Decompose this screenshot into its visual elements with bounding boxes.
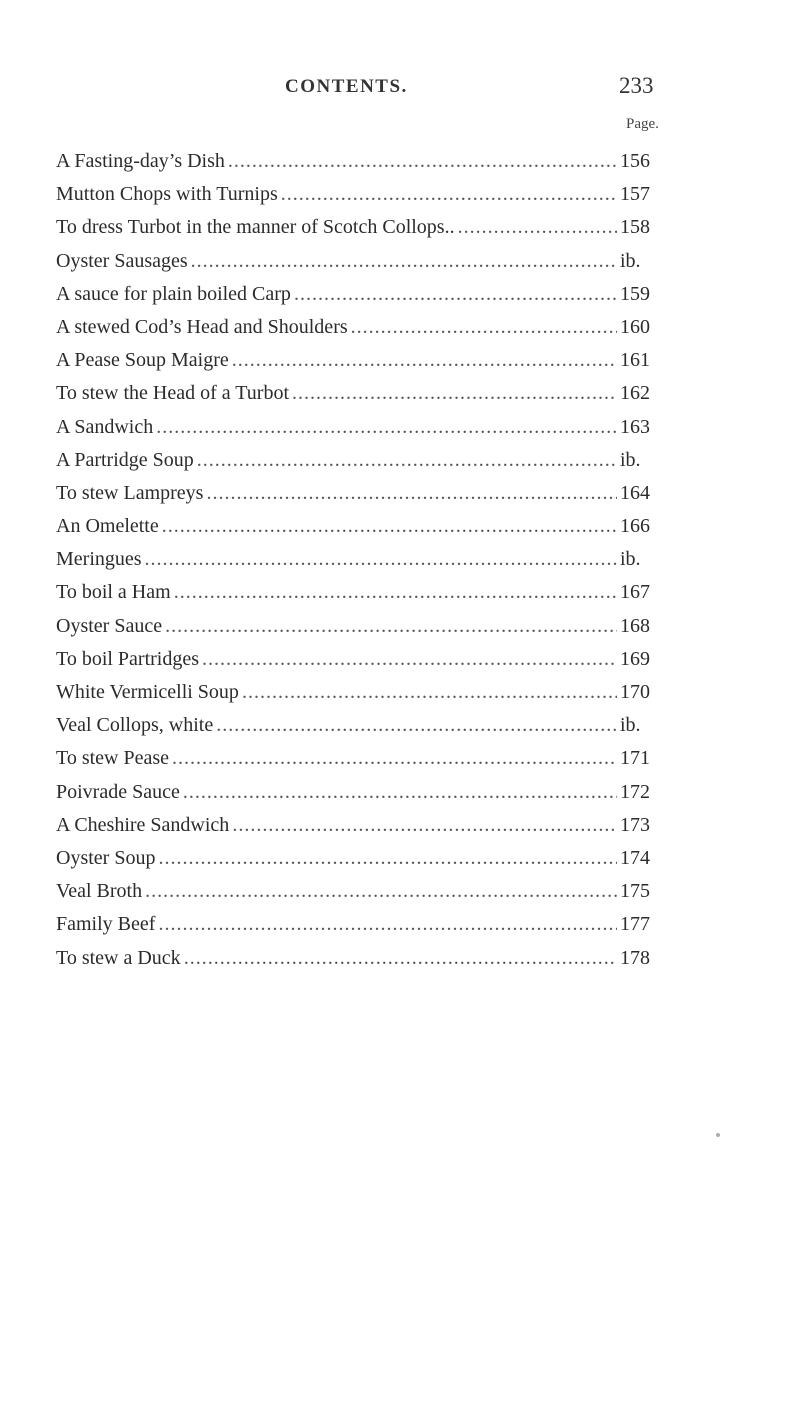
dot-leader [292,377,617,410]
entry-page-number: 156 [620,150,650,172]
entry-title: Meringues [56,548,142,571]
toc-entry [56,543,656,576]
contents-list [56,145,656,975]
toc-entry [56,610,656,643]
entry-title: A Fasting-day’s Dish [56,150,225,172]
page-number: 233 [619,73,654,98]
toc-entry [56,942,656,975]
entry-title: An Omelette [56,515,159,538]
entry-title: White Vermicelli Soup [56,681,239,703]
dot-leader [145,543,617,576]
dot-leader [232,809,617,842]
toc-entry [56,477,656,510]
entry-title: To boil a Ham [56,581,171,604]
toc-entry [56,377,656,410]
toc-entry [56,742,656,775]
toc-entry [56,411,656,444]
toc-entry [56,344,656,377]
entry-page-number: 171 [620,747,650,770]
entry-page-number: 163 [620,415,650,438]
toc-entry [56,444,656,477]
toc-entry [56,643,656,676]
entry-page-number: 178 [620,946,650,969]
entry-page-number: 172 [620,780,650,803]
dot-leader [197,444,617,477]
entry-page-number: 159 [620,282,650,305]
toc-entry [56,809,656,842]
entry-page-number: 169 [620,647,650,670]
dot-leader [216,709,617,742]
toc-entry [56,709,656,742]
entry-page-number: ib. [620,548,641,571]
dot-leader [228,145,617,178]
entry-title: Poivrade Sauce [56,780,180,803]
page-column-label: Page. [626,116,659,132]
entry-title: A stewed Cod’s Head and Shoulders [56,315,348,338]
running-head [0,73,800,100]
ink-speck [716,1133,720,1137]
dot-leader [191,245,617,278]
dot-leader [232,344,617,377]
entry-page-number: 168 [620,614,650,637]
entry-title: Family Beef [56,913,156,936]
entry-title: To dress Turbot in the manner of Scotch Collops.. [56,216,455,239]
dot-leader [162,510,617,543]
entry-page-number: 164 [620,481,650,504]
toc-entry [56,908,656,941]
dot-leader [183,776,617,809]
entry-page-number: 157 [620,183,650,206]
entry-title: Oyster Sauce [56,614,163,637]
dot-leader [165,610,617,643]
toc-entry [56,145,656,178]
entry-page-number: 174 [620,846,650,869]
entry-page-number: 170 [620,681,650,703]
dot-leader [145,875,617,908]
dot-leader [206,477,617,510]
entry-page-number: 166 [620,515,650,538]
toc-entry [56,875,656,908]
toc-entry [56,842,656,875]
entry-page-number: 167 [620,581,650,604]
entry-title: A Cheshire Sandwich [56,813,230,836]
dot-leader [158,842,617,875]
toc-entry [56,278,656,311]
entry-title: A Pease Soup Maigre [56,349,229,372]
entry-page-number: ib. [620,448,641,471]
dot-leader [202,643,617,676]
entry-title: Oyster Sausages [56,249,188,272]
entry-title: Veal Collops, white [56,714,214,737]
entry-title: To stew the Head of a Turbot [56,382,290,405]
entry-page-number: 173 [620,813,650,836]
running-head-title: CONTENTS. [285,76,408,97]
entry-title: Veal Broth [56,880,143,903]
entry-title: To stew Lampreys [56,481,204,504]
toc-entry [56,576,656,609]
dot-leader [351,311,617,344]
dot-leader [156,411,617,444]
dot-leader [242,676,617,709]
entry-title: A Sandwich [56,415,154,438]
entry-page-number: 175 [620,880,650,903]
dot-leader [294,278,617,311]
toc-entry [56,178,656,211]
entry-page-number: 161 [620,349,650,372]
toc-entry [56,676,656,709]
dot-leader [174,576,617,609]
toc-entry [56,245,656,278]
entry-title: A sauce for plain boiled Carp [56,282,291,305]
entry-title: A Partridge Soup [56,448,194,471]
toc-entry [56,776,656,809]
entry-page-number: ib. [620,714,641,737]
entry-title: To stew Pease [56,747,170,770]
entry-page-number: 158 [620,216,650,239]
dot-leader [281,178,617,211]
entry-page-number: ib. [620,249,641,272]
toc-entry [56,510,656,543]
entry-title: Mutton Chops with Turnips [56,183,278,206]
entry-page-number: 177 [620,913,650,936]
dot-leader [158,908,617,941]
entry-page-number: 162 [620,382,650,405]
dot-leader [184,942,617,975]
entry-title: To stew a Duck [56,946,181,969]
entry-title: To boil Partridges [56,647,200,670]
toc-entry [56,211,656,244]
dot-leader [458,211,617,244]
toc-entry [56,311,656,344]
entry-page-number: 160 [620,315,650,338]
dot-leader [172,742,617,775]
entry-title: Oyster Soup [56,846,156,869]
